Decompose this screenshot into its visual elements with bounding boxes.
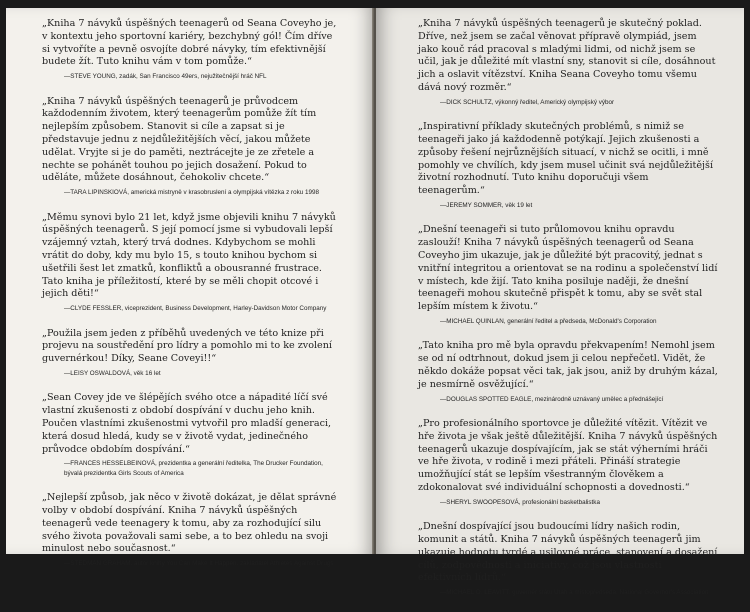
quote-text: „Inspirativní příklady skutečných problémů, s nimiž se teenageři jako já každodenně potýkají. Jejich zkušenosti a způsoby řešení nejrůznějších situací, v nichž se ocitli, i mně pomohly ve chvílích, kdy jsem musel učinit svá nejdůležitější životní rozhodnutí. Tuto knihu doporučuji všem teenagerům.“ <box>418 121 714 197</box>
quote-attribution: —STEDMAN GRAHAM, autor knihy You Can Make It Happen, zakladatel Athletes Against Drugs <box>64 560 334 568</box>
quote-attribution: —MICHAEL O. LEAVITT, guvernér státu Utah a místopředseda, National Governor's Association <box>440 589 709 597</box>
quote-text: „Nejlepší způsob, jak něco v životě dokázat, je dělat správné volby v období dospívání. Kniha 7 návyků úspěšných teenagerů vede teenagery k tomu, aby za rozhodující silu svého života považovali sami sebe, a to bez ohledu na svoji minulost nebo současnost.“ <box>42 492 337 555</box>
right-page-content <box>418 18 718 612</box>
quote-attribution: —STEVE YOUNG, zadák, San Francisco 49ers, nejužitečnější hráč NFL <box>64 73 267 81</box>
quote-text: „Kniha 7 návyků úspěšných teenagerů od Seana Coveyho je, v kontextu jeho sportovní kariéry, bezchybný gól! Čím dříve si vytvoříte a pevně osvojíte dobré návyky, tím efektivnější budete žít. Tuto knihu vám v tom pomůže.“ <box>42 18 337 68</box>
quote-attribution: —CLYDE FESSLER, viceprezident, Business Development, Harley-Davidson Motor Company <box>64 305 327 313</box>
quote-attribution: —DOUGLAS SPOTTED EAGLE, mezinárodně uznávaný umělec a přednášející <box>440 395 664 403</box>
quote-text: „Použila jsem jeden z příběhů uvedených ve této knize při projevu na soustředění pro lídry a pomohlo mi to ke zvolení guvernérkou! Díky, Seane Coveyi!!“ <box>42 327 332 365</box>
quote-text: „Kniha 7 návyků úspěšných teenagerů je skutečný poklad. Dříve, než jsem se začal věnovat přípravě olympiád, jsem jako kouč rád pracoval s mladými lidmi, od nichž jsem se učil, jak je důležité mít vlastní sny, stanovit si cíle, dosáhnout jich a oslavit vítězství. Kniha Seana Coveyho tomu všemu dává nový rozměr.“ <box>418 18 716 93</box>
quote-text: „Tato kniha pro mě byla opravdu překvapením! Nemohl jsem se od ní odtrhnout, dokud jsem ji celou nepřečetl. Vidět, že někdo dokáže popsat věci tak, jak jsou, aniž by druhým kázal, je nesmírně osvěžující.“ <box>418 340 718 390</box>
quote-text: „Dnešní teenageři si tuto průlomovou knihu opravdu zaslouží! Kniha 7 návyků úspěšných teenagerů od Seana Coveyho jim ukazuje, jak je důležité být pracovitý, jednat s vnitřní integritou a orientovat se na rodinu a společenství lidí v místech, kde žijí. Tato kniha posiluje naději, že dnešní teenageři mohou skutečně přispět k tomu, aby se svět stal lepším místem k životu.“ <box>418 224 718 313</box>
left-page-content <box>42 18 342 583</box>
testimonial <box>418 121 718 210</box>
testimonial <box>42 392 342 478</box>
quote-attribution: —LEISY OSWALDOVÁ, věk 16 let <box>64 369 161 377</box>
testimonial <box>42 492 342 568</box>
testimonial <box>418 418 718 507</box>
quote-text: „Pro profesionálního sportovce je důležité vítězit. Vítězit ve hře života je však ještě důležitější. Kniha 7 návyků úspěšných teenagerů ukazuje dospívajícím, jak se stát výherními hráči ve hře života, v rodině i mezi přáteli. Přináší strategie umožňující stát se lepším všestranným člověkem a zdokonalovat své individuální schopnosti a dovednosti.“ <box>418 417 718 493</box>
book-spread <box>6 8 744 597</box>
testimonial <box>418 224 718 326</box>
testimonial <box>42 328 342 379</box>
quote-attribution: —MICHAEL QUINLAN, generální ředitel a předseda, McDonald's Corporation <box>440 317 657 325</box>
quote-text: „Měmu synovi bylo 21 let, když jsme objevili knihu 7 návyků úspěšných teenagerů. S její pomocí jsme si vybudovali lepší vzájemný vztah, který trvá dodnes. Kdybychom se mohli vrátit do doby, kdy mu bylo 15, s touto knihou bychom si ušetřili šest let zmatků, konfliktů a obousranné frustrace. Tato kniha je příležitostí, které by se měli chopit otcové i jejich děti!“ <box>42 211 336 300</box>
quote-attribution: —FRANCES HESSELBEINOVÁ, prezidentka a generální ředitelka, The Drucker Foundation, bývalá prezidentka Girls Scouts of America <box>64 460 323 477</box>
quote-attribution: —SHERYL SWOOPESOVÁ, profesionální basketbalistka <box>440 498 600 506</box>
testimonial <box>42 96 342 198</box>
quote-text: „Dnešní dospívající jsou budoucími lídry našich rodin, komunit a států. Kniha 7 návyků úspěšných teenagerů jim ukazuje hodnotu tvrdé a usilovné práce, stanovení a dosažení cílů, zodpovědnosti a iniciativy, což jsou vlastnosti efektivních lídrů.“ <box>418 521 718 584</box>
testimonial <box>42 212 342 314</box>
quote-text: „Kniha 7 návyků úspěšných teenagerů je průvodcem každodenním životem, který teenagerům pomůže žít tím nejlepším způsobem. Stanovit si cíle a zapsat si je představuje jednu z nejdůležitějších věcí, jakou můžete udělat. Vryjte si je do paměti, neztrácejte je ze zřetele a nechte se pohánět touhou po jejich dosažení. Pokud to uděláte, můžete dosáhnout, čehokoliv chcete.“ <box>42 95 317 184</box>
quote-text: „Sean Covey jde ve šlépějích svého otce a nápadité líčí své vlastní zkušenosti z období dospívání v duchu jeho knih. Poučen vlastními zkušenostmi vytvořil pro mladší generaci, která dosud hledá, kudy se v životě vydat, jedinečného průvodce obdobím dospívání.“ <box>42 392 332 455</box>
testimonial <box>418 340 718 404</box>
testimonial <box>42 18 342 82</box>
quote-attribution: —TARA LIPINSKIOVÁ, americká mistryně v krasobruslení a olympijská vítězka z roku 1998 <box>64 189 319 197</box>
left-page <box>6 8 375 568</box>
quote-attribution: —JEREMY SOMMER, věk 19 let <box>440 201 533 209</box>
testimonial <box>418 18 718 107</box>
right-page <box>376 8 744 597</box>
quote-attribution: —DICK SCHULTZ, výkonný ředitel, Americký olympijský výbor <box>440 98 615 106</box>
testimonial <box>418 521 718 597</box>
